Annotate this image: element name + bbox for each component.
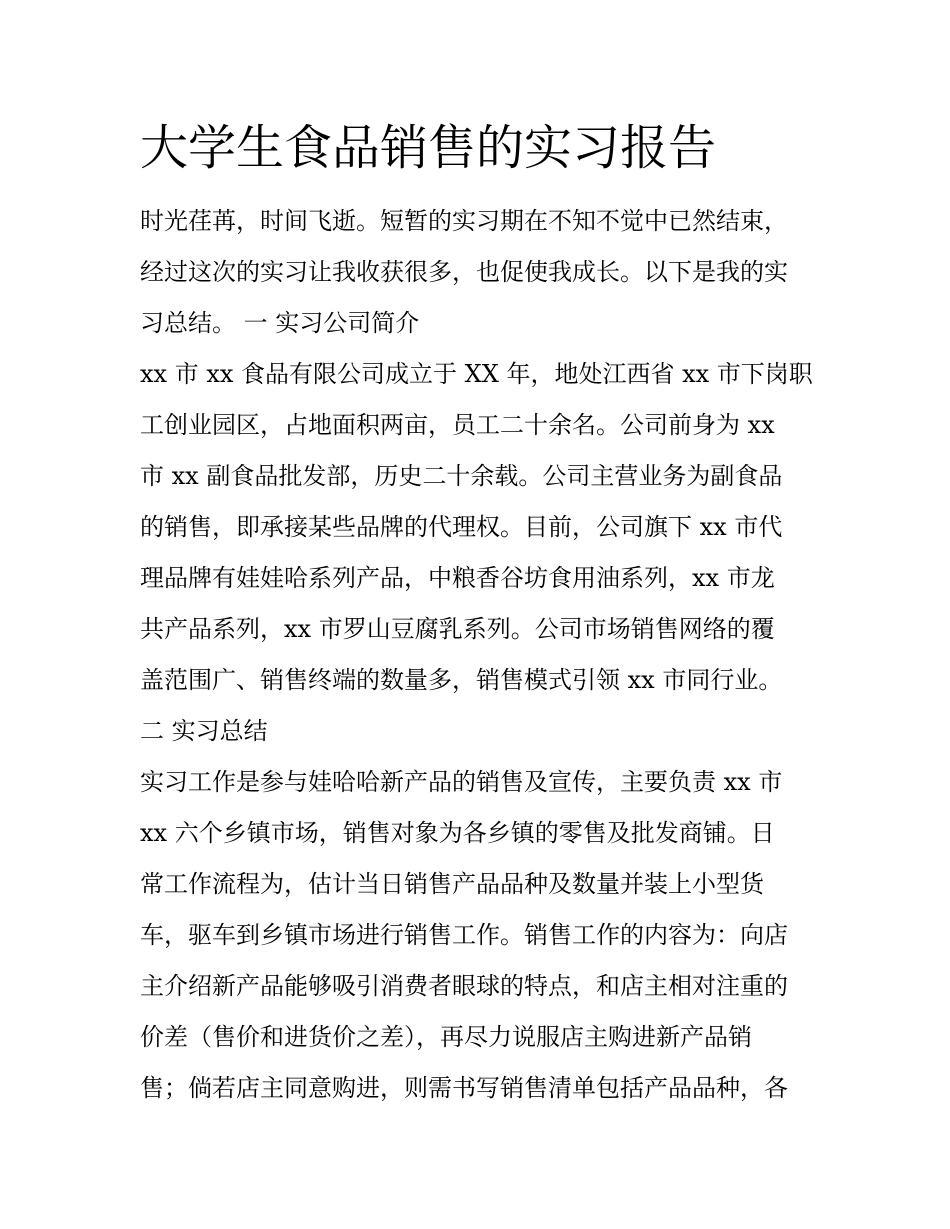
paragraph-line: 售；倘若店主同意购进，则需书写销售清单包括产品品种，各 [140,1074,788,1102]
paragraph-line: 价差（售价和进货价之差），再尽力说服店主购进新产品销 [140,1023,752,1051]
paragraph-line: 时光荏苒，时间飞逝。短暂的实习期在不知不觉中已然结束， [140,207,788,235]
paragraph-line: 理品牌有娃娃哈系列产品，中粮香谷坊食用油系列，xx 市龙 [140,564,775,592]
paragraph-line: 经过这次的实习让我收获很多，也促使我成长。以下是我的实 [140,258,788,286]
document-body [140,196,820,1114]
paragraph-line: 工创业园区，占地面积两亩，员工二十余名。公司前身为 xx [140,411,775,439]
section-heading: 二 实习总结 [140,717,268,745]
paragraph-line: 习总结。 一 实习公司简介 [140,309,420,337]
paragraph-line: 常工作流程为，估计当日销售产品品种及数量并装上小型货 [140,870,764,898]
paragraph-line: xx 六个乡镇市场，销售对象为各乡镇的零售及批发商铺。日 [140,819,775,847]
paragraph-line: 共产品系列，xx 市罗山豆腐乳系列。公司市场销售网络的覆 [140,615,775,643]
paragraph-line: xx 市 xx 食品有限公司成立于 XX 年，地处江西省 xx 市下岗职 [140,360,813,388]
paragraph-line: 的销售，即承接某些品牌的代理权。目前，公司旗下 xx 市代 [140,513,783,541]
paragraph-line: 市 xx 副食品批发部，历史二十余载。公司主营业务为副食品 [140,462,783,490]
paragraph-line: 盖范围广、销售终端的数量多，销售模式引领 xx 市同行业。 [140,666,783,694]
document-title: 大学生食品销售的实习报告 [140,120,717,176]
paragraph-line: 主介绍新产品能够吸引消费者眼球的特点，和店主相对注重的 [140,972,788,1000]
paragraph-line: 实习工作是参与娃哈哈新产品的销售及宣传，主要负责 xx 市 [140,768,783,796]
paragraph-line: 车，驱车到乡镇市场进行销售工作。销售工作的内容为：向店 [140,921,788,949]
